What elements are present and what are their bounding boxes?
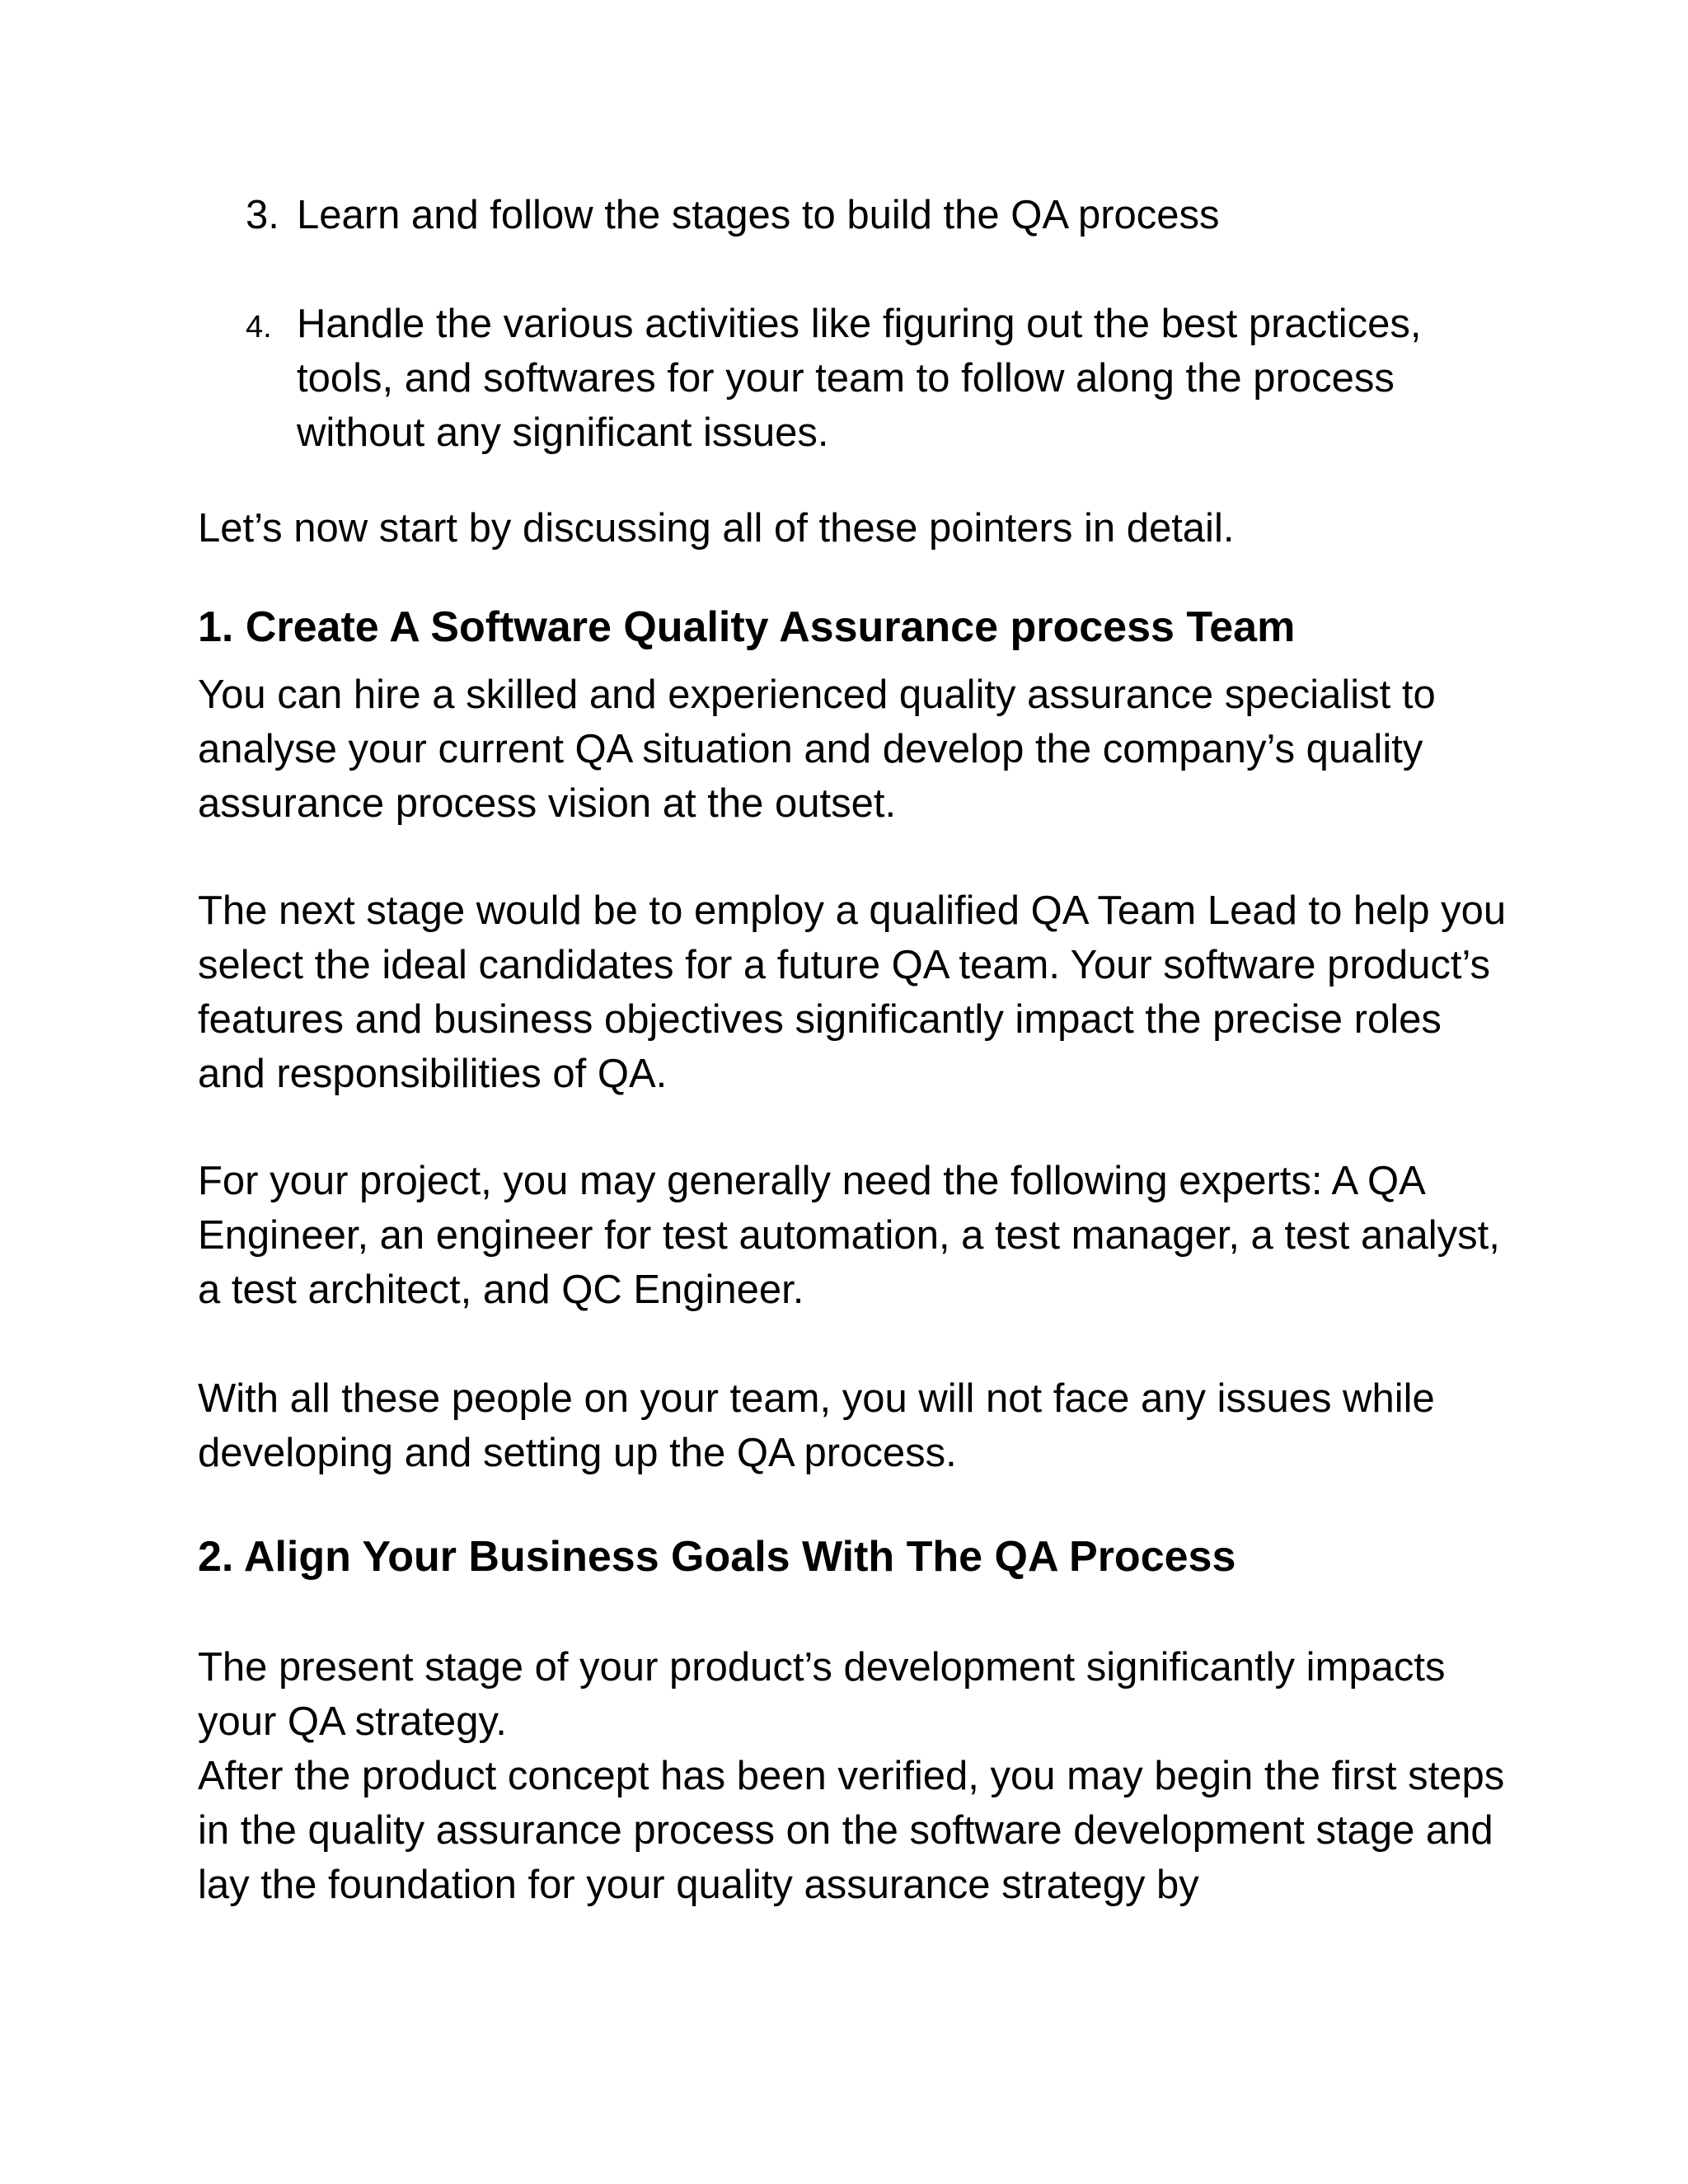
section-1-heading: 1. Create A Software Quality Assurance process Team	[198, 603, 1296, 651]
numbered-list	[198, 188, 1500, 460]
list-item	[198, 297, 1500, 460]
list-item	[198, 188, 1500, 242]
intro-paragraph: Let’s now start by discussing all of these pointers in detail.	[198, 506, 1235, 551]
list-item-number: 4.	[246, 310, 272, 344]
section-2-heading: 2. Align Your Business Goals With The QA Process	[198, 1533, 1236, 1581]
section-1-paragraph: The next stage would be to employ a qualified QA Team Lead to help you select the ideal candidates for a future QA team. Your software product’s features and business objectives significantly impact the precise roles and responsibilities of QA.	[198, 888, 1507, 1096]
section-2-paragraph: After the product concept has been verified, you may begin the first steps in the quality assurance process on the software development stage and lay the foundation for your quality assurance strategy by	[198, 1754, 1505, 1907]
list-item-text: Handle the various activities like figuring out the best practices, tools, and softwares for your team to follow along the process without any significant issues.	[297, 302, 1422, 455]
section-2-paragraph: The present stage of your product’s development significantly impacts your QA strategy.	[198, 1645, 1446, 1744]
section-1-paragraph: With all these people on your team, you will not face any issues while developing and setting up the QA process.	[198, 1376, 1435, 1475]
list-item-number: 3.	[246, 193, 279, 237]
section-1-paragraph: You can hire a skilled and experienced quality assurance specialist to analyse your current QA situation and develop the company’s quality assurance process vision at the outset.	[198, 673, 1436, 826]
list-item-text: Learn and follow the stages to build the QA process	[297, 193, 1220, 237]
section-1-paragraph: For your project, you may generally need the following experts: A QA Engineer, an engineer for test automation, a test manager, a test analyst, a test architect, and QC Engineer.	[198, 1159, 1500, 1312]
